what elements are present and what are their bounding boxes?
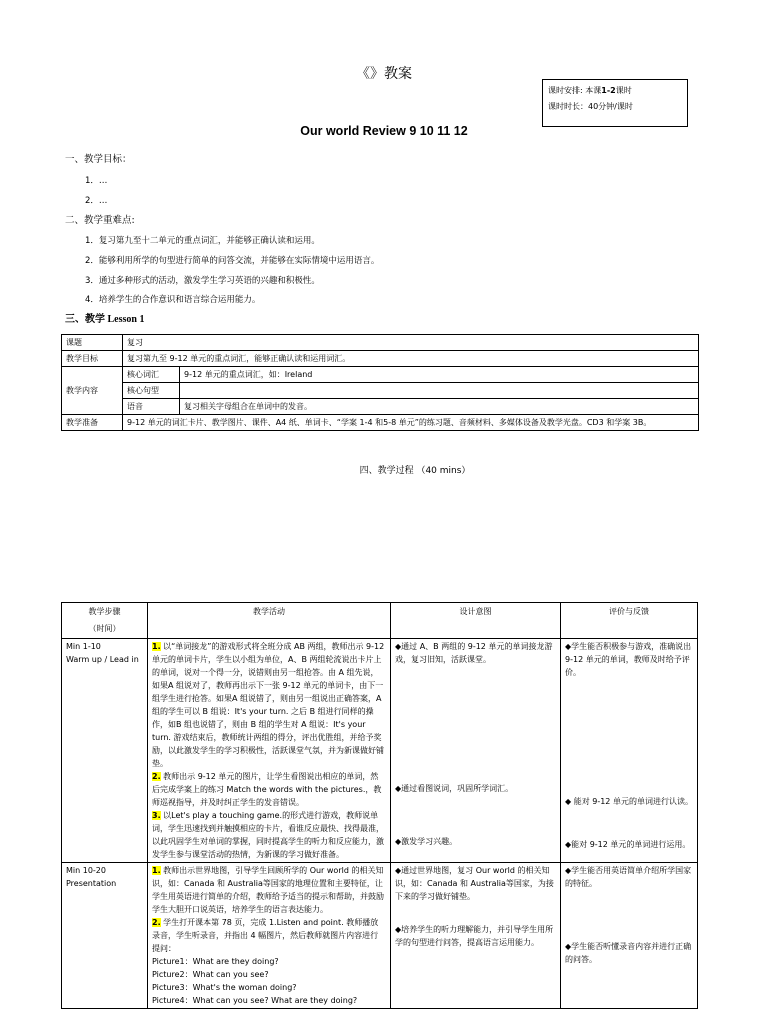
table-row	[62, 351, 699, 367]
sub-value: 复习相关字母组合在单词中的发音。	[180, 399, 699, 415]
step-cell: Min 10-20 Presentation	[62, 863, 148, 1009]
activity-cell: 1. 以“单词接龙”的游戏形式将全班分成 AB 两组，教师出示 9-12 单元的单词卡片，学生以小组为单位，A、B 两组轮流说出卡片上的单词，说对一个得一分，说错则由另一组抢答。由 A 组先说，如果A 组说对了，教师再出示下一张 9-12 单元的单词卡，由下一组学生进行抢答。如果A 组说错了，则由另一组说出正确答案，A 组的学生可以 B 组说：It's your turn. 之后 B 组进行同样的操作，如B 组也说错了，则由 B 组的学生对 A 组说：It's your turn. 游戏结束后，教师统计两组的得分，评出优胜组，并给予奖励，以此激发学生的学习积极性，活跃课堂气氛，并为新课做好铺垫。 2. 教师出示 9-12 单元的图片，让学生看图说出相应的单词，然后完成学案上的练习 Match the words with the pictures.，教师巡视指导，并及时纠正学生的发音错误。 3. 以Let's play a touching game.的形式进行游戏，教师说单词，学生迅速找到并触摸相应的卡片，看谁反应最快、找得最准，以此巩固学生对单词的掌握，同时提高学生的听力和反应能力，激发学生参与课堂活动的热情，为新课的学习做好准备。	[148, 639, 391, 863]
table-row	[62, 367, 699, 383]
step-number: 2.	[152, 772, 161, 781]
lesson-info-table	[61, 334, 699, 431]
feedback-cell: ◆ 学生能否积极参与游戏，准确说出 9-12 单元的单词，教师及时给予评价。 ◆ 能对 9-12 单元的单词进行认读。 ◆ 能对 9-12 单元的单词进行运用。	[561, 639, 698, 863]
key-point-item: 1．复习第九至十二单元的重点词汇，并能够正确认读和运用。	[85, 236, 320, 246]
table-header-row	[62, 603, 698, 639]
header-intent: 设计意图	[391, 603, 561, 639]
step-number: 3.	[152, 811, 161, 820]
row-value: 复习	[123, 335, 699, 351]
goals-heading: 一、教学目标：	[65, 154, 132, 165]
header-step: 教学步骤 （时间）	[62, 603, 148, 639]
table-row	[62, 399, 699, 415]
row-label: 教学内容	[62, 367, 123, 415]
sub-label: 核心词汇	[123, 367, 180, 383]
key-point-item: 2．能够利用所学的句型进行简单的问答交流，并能够在实际情境中运用语言。	[85, 256, 380, 266]
key-point-item: 4．培养学生的合作意识和语言综合运用能力。	[85, 295, 261, 305]
row-label: 教学目标	[62, 351, 123, 367]
sub-label: 语音	[123, 399, 180, 415]
feedback-cell: ◆ 学生能否用英语简单介绍所学国家的特征。 ◆ 学生能否听懂录音内容并进行正确的问答。	[561, 863, 698, 1009]
step-number: 1.	[152, 866, 161, 875]
intent-cell: ◆ 通过 A、B 两组的 9-12 单元的单词接龙游戏，复习旧知，活跃课堂。 ◆ 通过看图说词，巩固所学词汇。 ◆ 激发学习兴趣。	[391, 639, 561, 863]
row-value: 复习第九至 9-12 单元的重点词汇，能够正确认读和运用词汇。	[123, 351, 699, 367]
table-row	[62, 639, 698, 863]
table-row	[62, 863, 698, 1009]
row-label: 课题	[62, 335, 123, 351]
sub-label: 核心句型	[123, 383, 180, 399]
step-cell: Min 1-10 Warm up / Lead in	[62, 639, 148, 863]
sub-value: 9-12 单元的重点词汇，如：Ireland	[180, 367, 699, 383]
header-feedback: 评价与反馈	[561, 603, 698, 639]
document-title: 《》教案	[356, 66, 412, 82]
table-row	[62, 335, 699, 351]
lesson-heading: 三、教学 Lesson 1	[65, 314, 145, 325]
unit-subtitle: Our world Review 9 10 11 12	[300, 124, 468, 138]
row-label: 教学准备	[62, 415, 123, 431]
lesson-duration: 课时时长：40分钟/课时	[548, 102, 633, 111]
procedure-table	[61, 602, 698, 1009]
table-row	[62, 415, 699, 431]
activity-cell: 1. 教师出示世界地图，引导学生回顾所学的 Our world 的相关知识，如：Canada 和 Australia等国家的地理位置和主要特征，让学生用英语进行简单的介绍，教师给予适当的提示和帮助，并鼓励学生大胆开口说英语，培养学生的语言表达能力。 2. 学生打开课本第 78 页，完成 1.Listen and point. 教师播放录音，学生听录音，并指出 4 幅图片，然后教师就图片内容进行提问： Picture1：What are they doing? Picture2：What can you see? Picture3：What's the woman doing? Picture4：What can you see? What are they doing?	[148, 863, 391, 1009]
table-row	[62, 383, 699, 399]
key-points-heading: 二、教学重难点:	[65, 215, 135, 226]
intent-cell: ◆ 通过世界地图，复习 Our world 的相关知识，如：Canada 和 Australia等国家，为接下来的学习做好铺垫。 ◆ 培养学生的听力理解能力，并引导学生用所学的句型进行问答，提高语言运用能力。	[391, 863, 561, 1009]
row-value: 9-12 单元的词汇卡片、教学图片、课件、A4 纸、单词卡、“学案 1-4 和5-8 单元”的练习题、音频材料、多媒体设备及教学光盘。CD3 和学案 3B。	[123, 415, 699, 431]
sub-value	[180, 383, 699, 399]
goal-item: 1．…	[85, 176, 108, 186]
lesson-info-box	[542, 79, 688, 127]
step-number: 1.	[152, 642, 161, 651]
procedure-heading: 四、教学过程 （40 mins）	[359, 466, 471, 476]
goal-item: 2．…	[85, 196, 108, 206]
lesson-count: 课时安排: 本课1-2课时	[548, 86, 632, 95]
header-activity: 教学活动	[148, 603, 391, 639]
step-number: 2.	[152, 918, 161, 927]
key-point-item: 3．通过多种形式的活动，激发学生学习英语的兴趣和积极性。	[85, 276, 320, 286]
